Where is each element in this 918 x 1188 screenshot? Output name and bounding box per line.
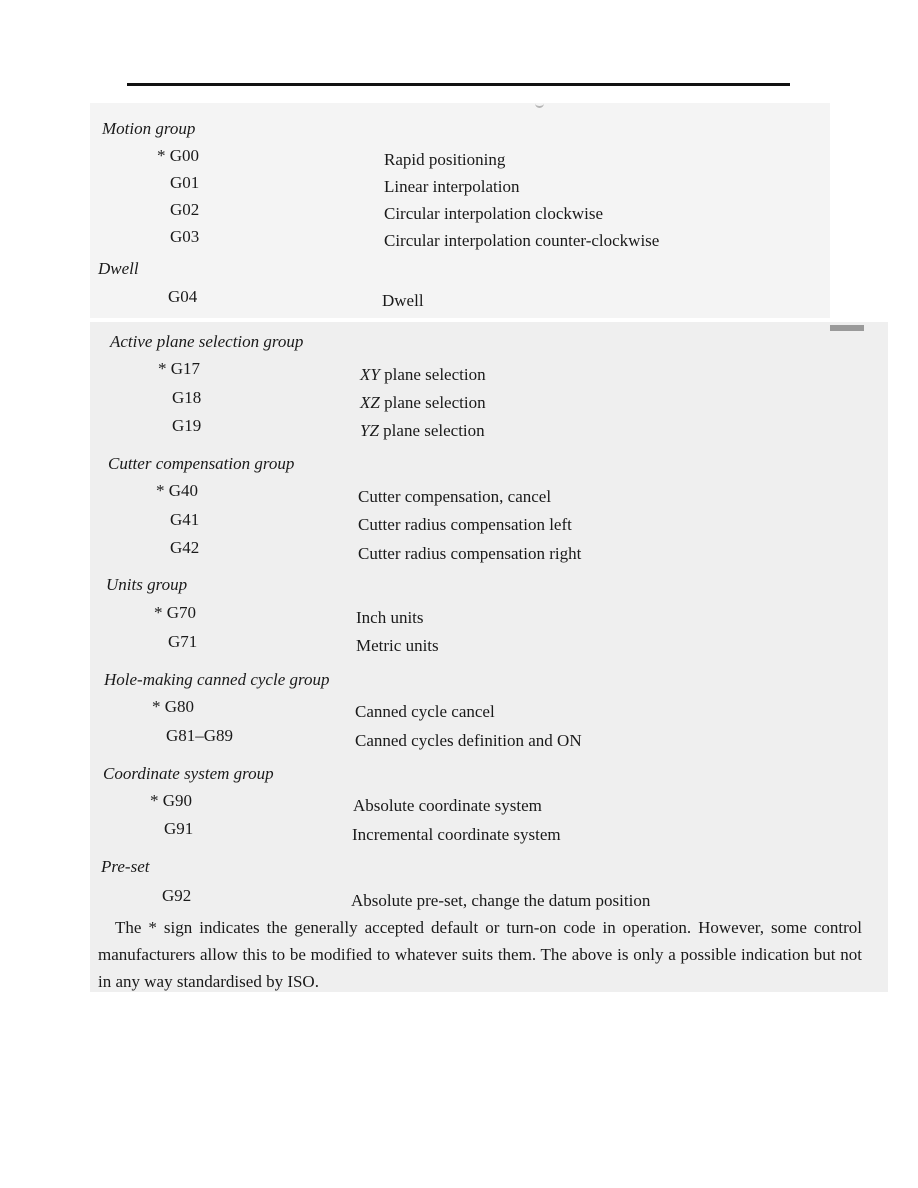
desc-g00: Rapid positioning bbox=[384, 150, 506, 169]
code-g41: G41 bbox=[170, 510, 200, 529]
code-g80: * G80 bbox=[152, 697, 195, 716]
group-title-pre-set: Pre-set bbox=[101, 857, 150, 876]
desc-g91: Incremental coordinate system bbox=[352, 825, 561, 844]
desc-g40: Cutter compensation, cancel bbox=[358, 487, 552, 506]
code-g01: G01 bbox=[170, 173, 200, 192]
code-g40: * G40 bbox=[156, 481, 199, 500]
footnote-paragraph: The * sign indicates the generally accepted default or turn-on code in operation. However, some control manufacturers allow this to be modified to whatever suits them. The above is only a possible indication but not in any way standardised by ISO. bbox=[98, 918, 862, 991]
desc-g03: Circular interpolation counter-clockwise bbox=[384, 231, 660, 250]
code-g81-g89: G81–G89 bbox=[166, 726, 234, 745]
desc-g81-g89: Canned cycles definition and ON bbox=[355, 731, 582, 750]
code-g04: G04 bbox=[168, 287, 198, 306]
code-g17: * G17 bbox=[158, 359, 201, 378]
desc-g17: XY plane selection bbox=[360, 365, 486, 384]
group-title-cutter-compensation: Cutter compensation group bbox=[108, 454, 295, 473]
code-g90: * G90 bbox=[150, 791, 193, 810]
desc-g92: Absolute pre-set, change the datum position bbox=[351, 891, 651, 910]
desc-g80: Canned cycle cancel bbox=[355, 702, 495, 721]
desc-g90: Absolute coordinate system bbox=[353, 796, 542, 815]
desc-g70: Inch units bbox=[356, 608, 424, 627]
code-g92: G92 bbox=[162, 886, 192, 905]
desc-g02: Circular interpolation clockwise bbox=[384, 204, 604, 223]
top-rule bbox=[127, 83, 790, 86]
desc-g01: Linear interpolation bbox=[384, 177, 520, 196]
code-g18: G18 bbox=[172, 388, 202, 407]
desc-g18: XZ plane selection bbox=[360, 393, 486, 412]
group-title-active-plane: Active plane selection group bbox=[110, 332, 304, 351]
desc-g42: Cutter radius compensation right bbox=[358, 544, 582, 563]
code-g19: G19 bbox=[172, 416, 202, 435]
scan-mark bbox=[830, 325, 864, 331]
group-title-hole-making: Hole-making canned cycle group bbox=[104, 670, 330, 689]
desc-g41: Cutter radius compensation left bbox=[358, 515, 572, 534]
desc-g71: Metric units bbox=[356, 636, 439, 655]
code-g70: * G70 bbox=[154, 603, 197, 622]
code-g71: G71 bbox=[168, 632, 198, 651]
desc-g19: YZ plane selection bbox=[360, 421, 485, 440]
desc-g04: Dwell bbox=[382, 291, 424, 310]
code-g00: * G00 bbox=[157, 146, 200, 165]
code-g02: G02 bbox=[170, 200, 200, 219]
group-title-dwell: Dwell bbox=[98, 259, 139, 278]
group-title-motion: Motion group bbox=[102, 119, 196, 138]
code-g03: G03 bbox=[170, 227, 200, 246]
group-title-coordinate-system: Coordinate system group bbox=[103, 764, 274, 783]
group-title-units: Units group bbox=[106, 575, 188, 594]
code-g91: G91 bbox=[164, 819, 194, 838]
code-g42: G42 bbox=[170, 538, 200, 557]
